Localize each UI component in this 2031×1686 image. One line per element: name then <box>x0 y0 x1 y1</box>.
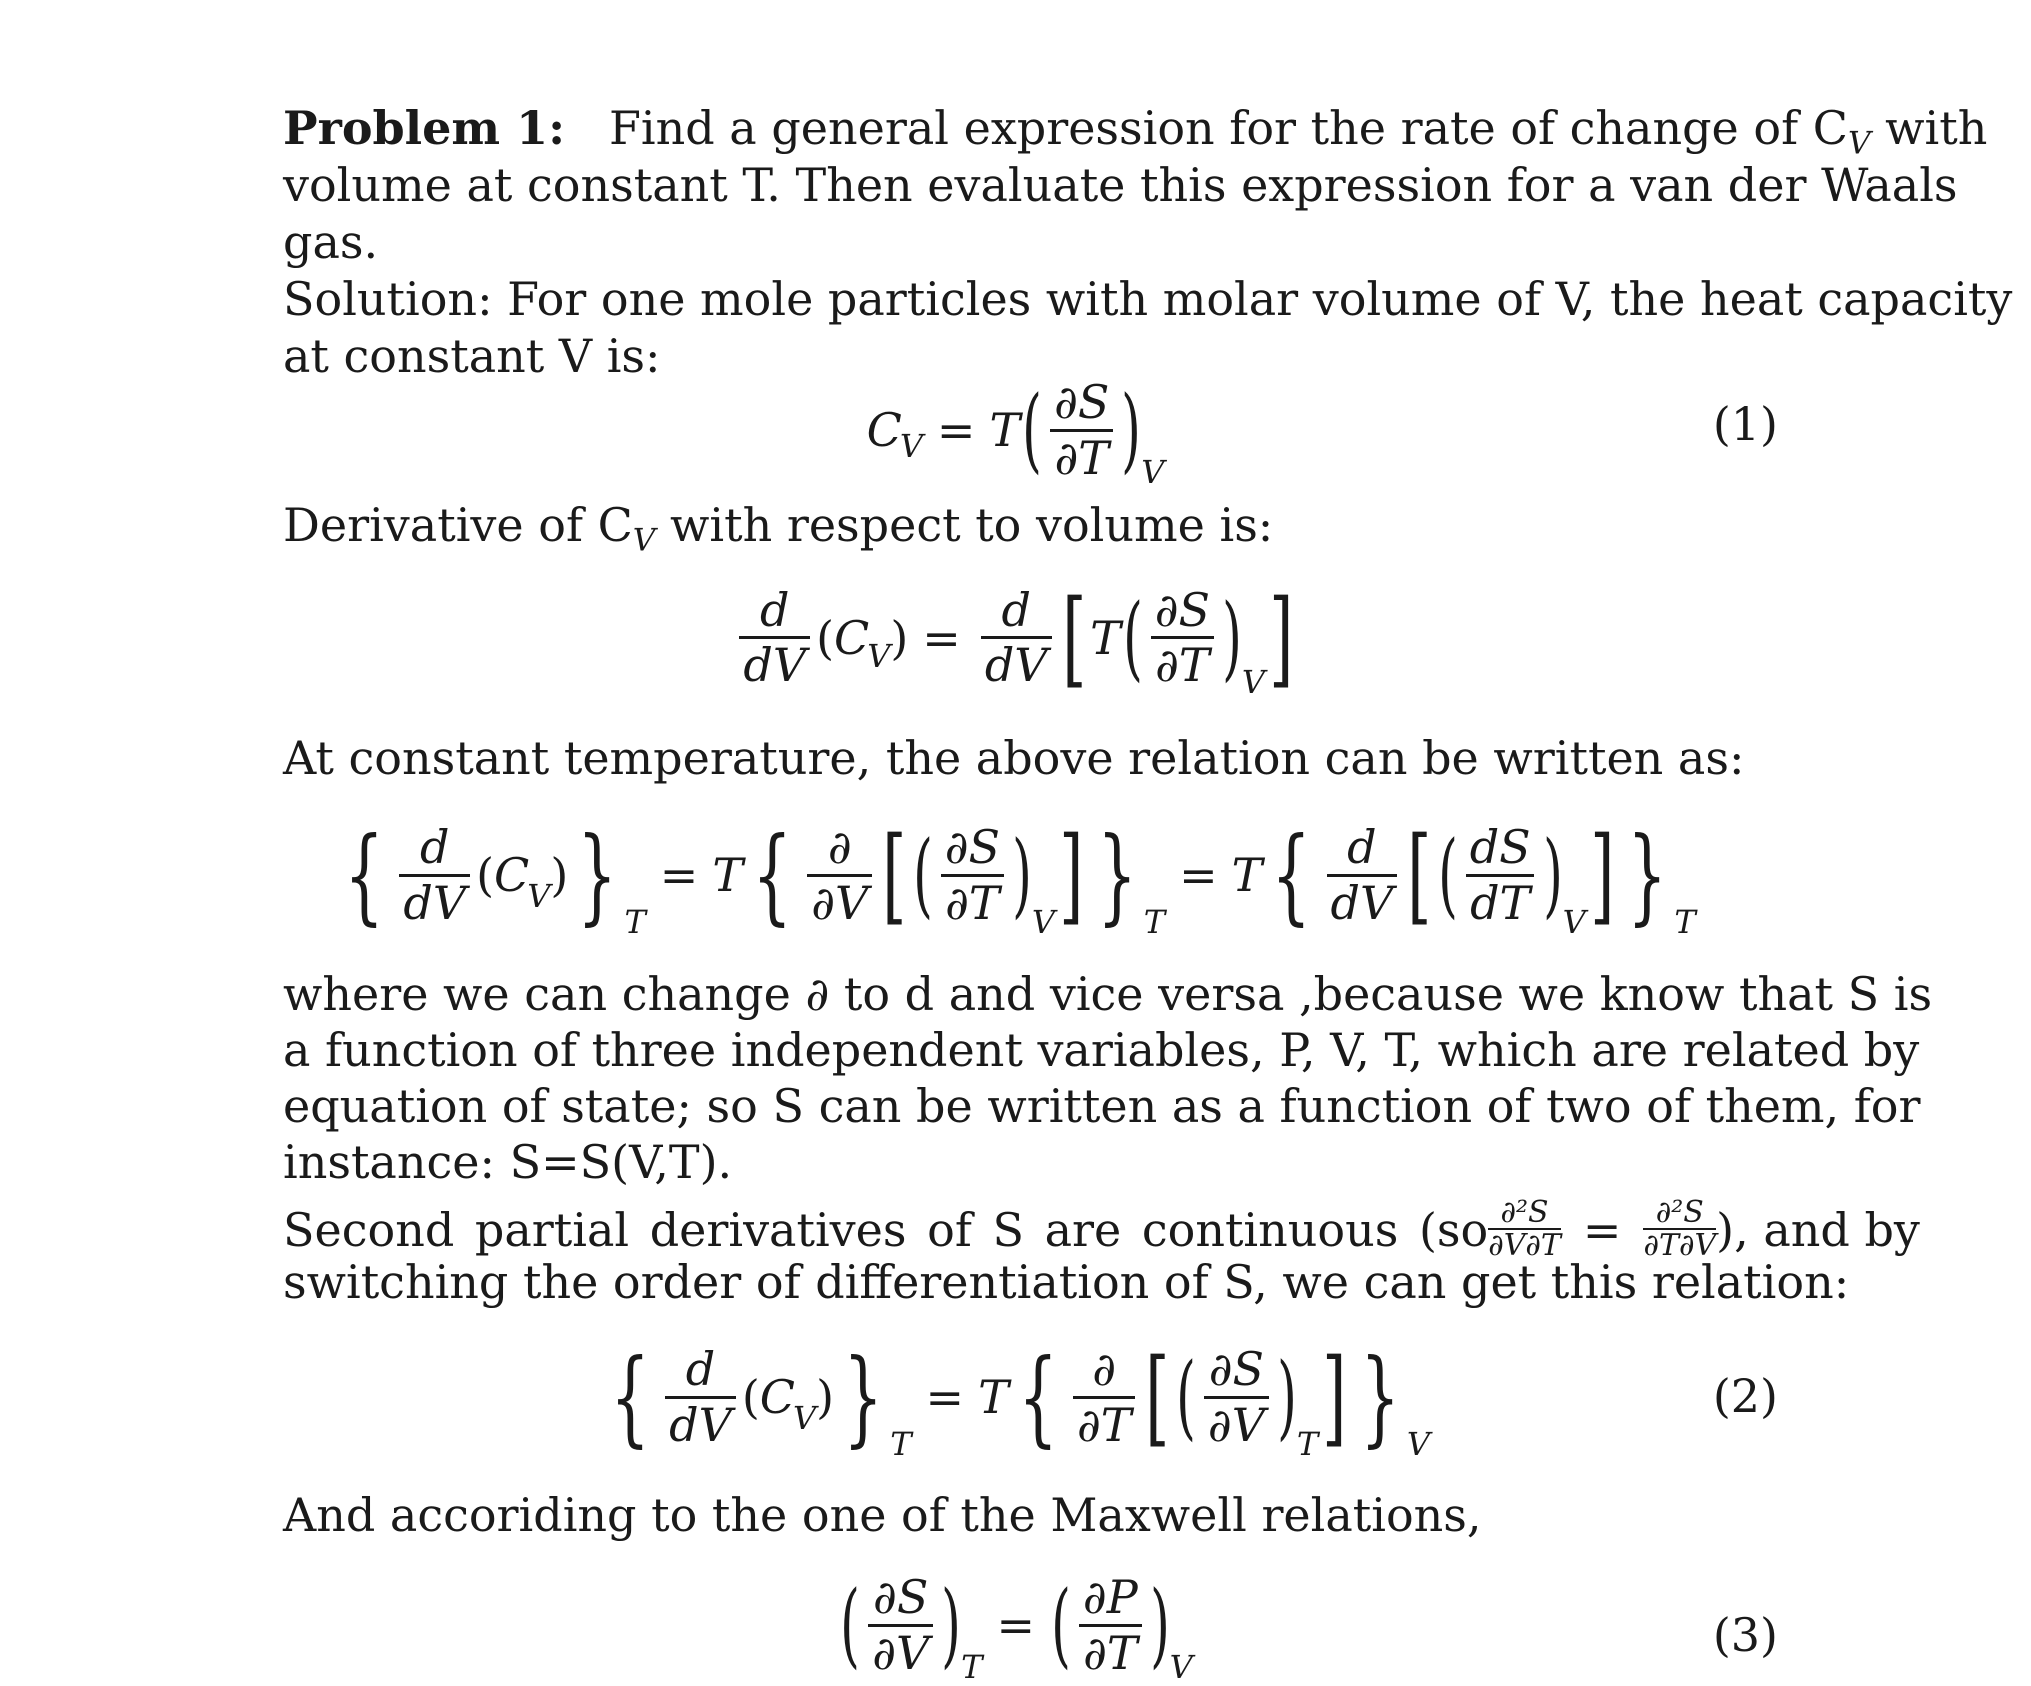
maxwell-line: And accoriding to the one of the Maxwell relations, <box>283 1488 1482 1542</box>
where-line-1: where we can change ∂ to d and vice versa ,because we know that S is <box>283 967 1933 1021</box>
equation-1: C V = T ( $\frac{\partial S}{\partial T}$ ) V (1) <box>866 375 1778 491</box>
derivative-line <box>283 497 1778 568</box>
problem-line-2: volume at constant T. Then evaluate this expression for a van der Waals <box>283 158 1958 212</box>
problem-label: Problem 1: <box>283 101 566 155</box>
derivative-subscript: V <box>632 522 656 559</box>
problem-subscript: V <box>1847 125 1871 162</box>
solution-line-1: Solution: For one mole particles with molar volume of V, the heat capacity <box>283 272 2013 326</box>
mixed-partials-equality: $\frac{\text{∂²S}}{\partial V\partial T}$ = $\frac{\text{∂²S}}{\partial T\partial V}$ <box>1488 1195 1717 1263</box>
derivative-text-post: with respect to volume is: <box>670 498 1274 552</box>
where-line-2: a function of three independent variables, P, V, T, which are related by <box>283 1023 1920 1077</box>
derivative-text-pre: Derivative of C <box>283 498 633 552</box>
where-line-4: instance: S=S(V,T). <box>283 1135 733 1189</box>
equation-derivative: $\frac{d}{dV}$ ( C V ) = $\frac{d}{dV}$ [ T ( $\frac{\partial S}{\partial T}$ ) V ] <box>0 580 2031 695</box>
where-line-3: equation of state; so S can be written as a function of two of them, for <box>283 1079 1921 1133</box>
second-deriv-text-pre: Second partial derivatives of S are continuous (so <box>283 1202 1489 1257</box>
equation-constant-T: { $\frac{d}{dV}$ ( C V ) } T = T { $\frac{\partial}{\partial V}$ [ ( $\frac{\partial S}{\partial T}$ ) V ] } T = T { $\frac{d}{dV}$ [ ( $\frac{dS}{dT}$ ) V ] } T <box>344 814 1696 941</box>
problem-line-3: gas. <box>283 215 379 269</box>
problem-text-1-end: with <box>1885 101 1988 155</box>
equation-2-number: (2) <box>1712 1369 1778 1423</box>
equation-2: { $\frac{d}{dV}$ ( C V ) } T = T { $\frac{\partial}{\partial T}$ [ ( $\frac{\partial S}{\partial V}$ ) T ] } V (2) <box>610 1336 1778 1463</box>
second-deriv-line-1 <box>283 1195 1920 1263</box>
problem-text-1: Find a general expression for the rate of change of C <box>608 101 1848 155</box>
constant-T-line: At constant temperature, the above relation can be written as: <box>283 731 1745 785</box>
equation-1-number: (1) <box>1712 397 1778 451</box>
solution-line-2: at constant V is: <box>283 329 661 383</box>
equation-3: ( $\frac{\partial S}{\partial V}$ ) T = ( $\frac{\partial P}{\partial T}$ ) V (3) <box>840 1570 1778 1686</box>
second-deriv-text-post: ), and by <box>1716 1202 1920 1257</box>
equation-3-number: (3) <box>1712 1608 1778 1662</box>
second-deriv-line-2: switching the order of differentiation of S, we can get this relation: <box>283 1255 1850 1309</box>
